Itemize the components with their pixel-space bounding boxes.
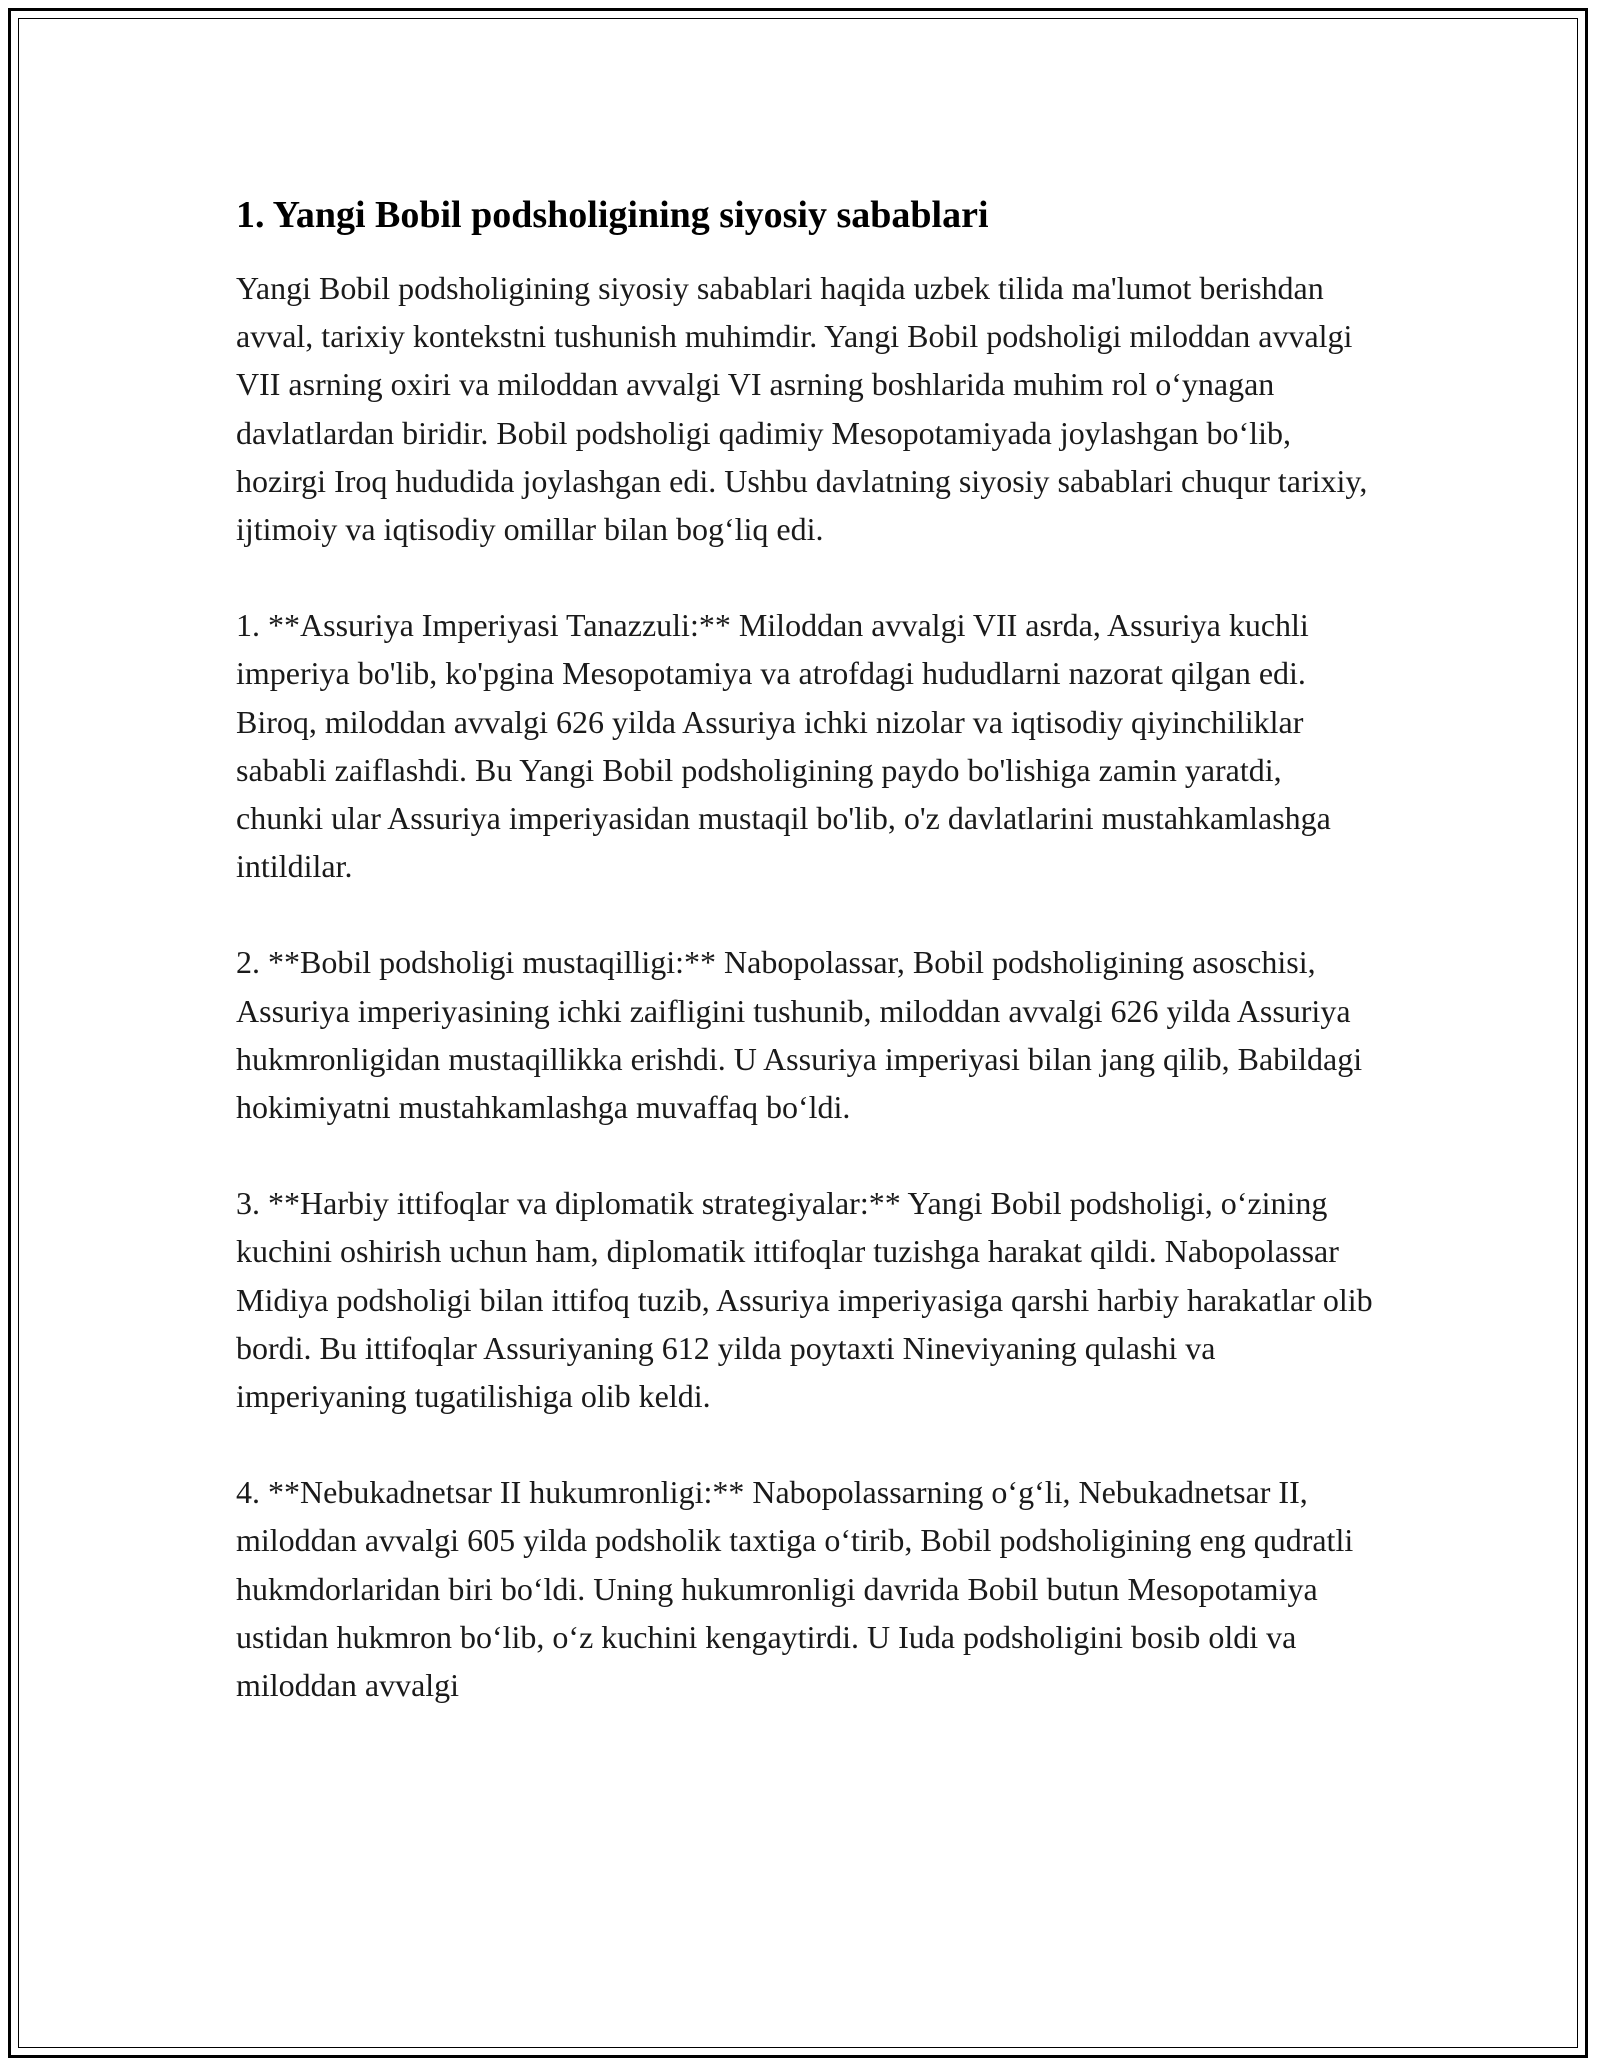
document-body xyxy=(236,190,1376,1757)
paragraph-item-1: 1. **Assuriya Imperiyasi Tanazzuli:** Miloddan avvalgi VII asrda, Assuriya kuchli imperiya bo'lib, ko'pgina Mesopotamiya va atrofdagi hududlarni nazorat qilgan edi. Biroq, miloddan avvalgi 626 yilda Assuriya ichki nizolar va iqtisodiy qiyinchiliklar sababli zaiflashdi. Bu Yangi Bobil podsholigining paydo bo'lishiga zamin yaratdi, chunki ular Assuriya imperiyasidan mustaqil bo'lib, o'z davlatlarini mustahkamlashga intildilar. xyxy=(236,607,1331,885)
paragraph-item-4: 4. **Nebukadnetsar II hukumronligi:** Nabopolassarning oʻgʻli, Nebukadnetsar II, miloddan avvalgi 605 yilda podsholik taxtiga oʻtirib, Bobil podsholigining eng qudratli hukmdorlaridan biri boʻldi. Uning hukumronligi davrida Bobil butun Mesopotamiya ustidan hukmron boʻlib, oʻz kuchini kengaytirdi. U Iuda podsholigini bosib oldi va miloddan avvalgi xyxy=(236,1474,1354,1704)
paragraph-item-2: 2. **Bobil podsholigi mustaqilligi:** Nabopolassar, Bobil podsholigining asoschisi, Assuriya imperiyasining ichki zaifligini tushunib, miloddan avvalgi 626 yilda Assuriya hukmronligidan mustaqillikka erishdi. U Assuriya imperiyasi bilan jang qilib, Babildagi hokimiyatni mustahkamlashga muvaffaq boʻldi. xyxy=(236,944,1363,1126)
document-title: 1. Yangi Bobil podsholigining siyosiy sabablari xyxy=(236,194,989,236)
paragraph-intro: Yangi Bobil podsholigining siyosiy sabablari haqida uzbek tilida ma'lumot berishdan avval, tarixiy kontekstni tushunish muhimdir. Yangi Bobil podsholigi miloddan avvalgi VII asrning oxiri va miloddan avvalgi VI asrning boshlarida muhim rol oʻynagan davlatlardan biridir. Bobil podsholigi qadimiy Mesopotamiyada joylashgan boʻlib, hozirgi Iroq hududida joylashgan edi. Ushbu davlatning siyosiy sabablari chuqur tarixiy, ijtimoiy va iqtisodiy omillar bilan bogʻliq edi. xyxy=(236,270,1368,548)
paragraph-item-3: 3. **Harbiy ittifoqlar va diplomatik strategiyalar:** Yangi Bobil podsholigi, oʻzining kuchini oshirish uchun ham, diplomatik ittifoqlar tuzishga harakat qildi. Nabopolassar Midiya podsholigi bilan ittifoq tuzib, Assuriya imperiyasiga qarshi harbiy harakatlar olib bordi. Bu ittifoqlar Assuriyaning 612 yilda poytaxti Nineviyaning qulashi va imperiyaning tugatilishiga olib keldi. xyxy=(236,1185,1373,1415)
